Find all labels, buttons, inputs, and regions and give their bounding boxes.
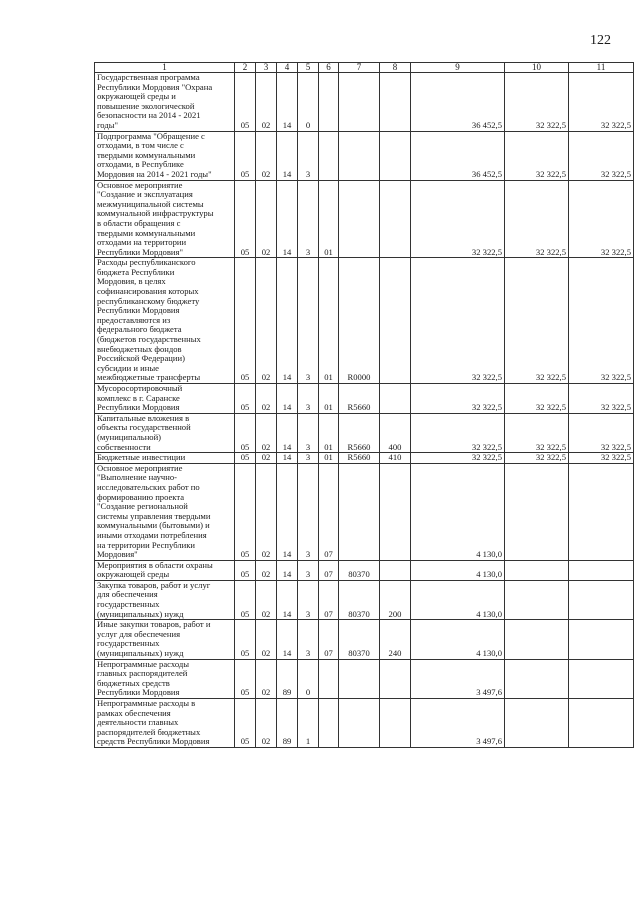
subsection-code-cell: 02	[256, 463, 277, 560]
section-code-cell: 05	[235, 413, 256, 452]
subprogram-code-cell: 3	[298, 463, 319, 560]
item-name-cell: Бюджетные инвестиции	[95, 453, 235, 464]
section-code-cell: 05	[235, 620, 256, 659]
amount-col-10-cell	[505, 580, 569, 619]
item-name-cell: Мероприятия в области охраны окружающей среды	[95, 560, 235, 580]
amount-col-10-cell: 32 322,5	[505, 384, 569, 414]
event-code-cell	[319, 659, 339, 698]
amount-col-10-cell: 32 322,5	[505, 413, 569, 452]
amount-col-10-cell	[505, 463, 569, 560]
subsection-code-cell: 02	[256, 413, 277, 452]
amount-col-10-cell	[505, 699, 569, 748]
item-name-cell: Непрограммные расходы главных распорядителей бюджетных средств Республики Мордовия	[95, 659, 235, 698]
expense-type-code-cell	[380, 131, 411, 180]
subsection-code-cell: 02	[256, 180, 277, 258]
direction-code-cell: 80370	[339, 620, 380, 659]
event-code-cell: 01	[319, 453, 339, 464]
amount-col-10-cell	[505, 560, 569, 580]
item-name-cell: Закупка товаров, работ и услуг для обеспечения государственных (муниципальных) нужд	[95, 580, 235, 619]
event-code-cell: 07	[319, 580, 339, 619]
subsection-code-cell: 02	[256, 453, 277, 464]
header-cell: 3	[256, 63, 277, 73]
amount-col-11-cell: 32 322,5	[569, 131, 634, 180]
item-name-cell: Расходы республиканского бюджета Республики Мордовия, в целях софинансирования которых республиканскому бюджету Республики Мордовия предоставляются из федерального бюджета (бюджетов государственных внебюджетных фондов Российской Федерации) субсидии и иные межбюджетные трансферты	[95, 258, 235, 384]
section-code-cell: 05	[235, 453, 256, 464]
amount-col-10-cell: 32 322,5	[505, 73, 569, 132]
item-name-cell: Основное мероприятие "Выполнение научно- исследовательских работ по формированию проекта "Создание региональной системы управления твердыми коммунальными (бытовыми) и иными отходами потребления на территории Республики Мордовия"	[95, 463, 235, 560]
section-code-cell: 05	[235, 258, 256, 384]
amount-col-11-cell: 32 322,5	[569, 258, 634, 384]
expense-type-code-cell	[380, 73, 411, 132]
direction-code-cell: R5660	[339, 453, 380, 464]
subprogram-code-cell: 0	[298, 73, 319, 132]
subsection-code-cell: 02	[256, 580, 277, 619]
item-name-cell: Непрограммные расходы в рамках обеспечения деятельности главных распорядителей бюджетных средств Республики Мордовия	[95, 699, 235, 748]
header-cell: 6	[319, 63, 339, 73]
table-row	[95, 73, 634, 132]
amount-col-10-cell: 32 322,5	[505, 258, 569, 384]
section-code-cell: 05	[235, 580, 256, 619]
program-code-cell: 14	[277, 413, 298, 452]
budget-table	[94, 62, 634, 748]
header-cell: 5	[298, 63, 319, 73]
subprogram-code-cell: 3	[298, 413, 319, 452]
direction-code-cell	[339, 463, 380, 560]
subprogram-code-cell: 3	[298, 580, 319, 619]
amount-col-11-cell	[569, 463, 634, 560]
subsection-code-cell: 02	[256, 384, 277, 414]
event-code-cell: 01	[319, 180, 339, 258]
program-code-cell: 14	[277, 180, 298, 258]
amount-col-11-cell: 32 322,5	[569, 73, 634, 132]
amount-col-9-cell: 4 130,0	[411, 620, 505, 659]
header-cell: 10	[505, 63, 569, 73]
subprogram-code-cell: 3	[298, 453, 319, 464]
header-cell: 9	[411, 63, 505, 73]
subsection-code-cell: 02	[256, 560, 277, 580]
subsection-code-cell: 02	[256, 258, 277, 384]
amount-col-10-cell	[505, 659, 569, 698]
subprogram-code-cell: 1	[298, 699, 319, 748]
table-row	[95, 258, 634, 384]
program-code-cell: 14	[277, 580, 298, 619]
section-code-cell: 05	[235, 384, 256, 414]
direction-code-cell	[339, 131, 380, 180]
expense-type-code-cell	[380, 659, 411, 698]
event-code-cell: 01	[319, 384, 339, 414]
header-row	[95, 63, 634, 73]
program-code-cell: 14	[277, 73, 298, 132]
section-code-cell: 05	[235, 180, 256, 258]
program-code-cell: 14	[277, 384, 298, 414]
event-code-cell: 07	[319, 463, 339, 560]
header-cell: 7	[339, 63, 380, 73]
direction-code-cell	[339, 659, 380, 698]
subprogram-code-cell: 3	[298, 131, 319, 180]
amount-col-11-cell: 32 322,5	[569, 180, 634, 258]
expense-type-code-cell	[380, 384, 411, 414]
table-row	[95, 384, 634, 414]
direction-code-cell	[339, 699, 380, 748]
direction-code-cell: R0000	[339, 258, 380, 384]
page-number: 122	[590, 33, 611, 48]
expense-type-code-cell: 410	[380, 453, 411, 464]
direction-code-cell	[339, 73, 380, 132]
table-row	[95, 131, 634, 180]
subprogram-code-cell: 3	[298, 620, 319, 659]
subsection-code-cell: 02	[256, 620, 277, 659]
item-name-cell: Мусоросортировочный комплекс в г. Саранске Республики Мордовия	[95, 384, 235, 414]
subprogram-code-cell: 3	[298, 180, 319, 258]
table-row	[95, 699, 634, 748]
table-row	[95, 180, 634, 258]
item-name-cell: Основное мероприятие "Создание и эксплуатация межмуниципальной системы коммунальной инфраструктуры в области обращения с твердыми коммунальными отходами на территории Республики Мордовия"	[95, 180, 235, 258]
program-code-cell: 89	[277, 659, 298, 698]
program-code-cell: 14	[277, 463, 298, 560]
section-code-cell: 05	[235, 560, 256, 580]
amount-col-9-cell: 36 452,5	[411, 73, 505, 132]
amount-col-9-cell: 4 130,0	[411, 560, 505, 580]
amount-col-9-cell: 32 322,5	[411, 453, 505, 464]
table-row	[95, 413, 634, 452]
header-cell: 2	[235, 63, 256, 73]
direction-code-cell: R5660	[339, 413, 380, 452]
event-code-cell	[319, 699, 339, 748]
amount-col-10-cell: 32 322,5	[505, 180, 569, 258]
amount-col-11-cell	[569, 620, 634, 659]
amount-col-11-cell	[569, 699, 634, 748]
item-name-cell: Подпрограмма "Обращение с отходами, в том числе с твердыми коммунальными отходами, в Республике Мордовия на 2014 - 2021 годы"	[95, 131, 235, 180]
expense-type-code-cell: 240	[380, 620, 411, 659]
subprogram-code-cell: 3	[298, 560, 319, 580]
event-code-cell: 07	[319, 620, 339, 659]
amount-col-9-cell: 3 497,6	[411, 699, 505, 748]
expense-type-code-cell	[380, 258, 411, 384]
expense-type-code-cell	[380, 699, 411, 748]
direction-code-cell	[339, 180, 380, 258]
event-code-cell: 01	[319, 258, 339, 384]
item-name-cell: Государственная программа Республики Мордовия "Охрана окружающей среды и повышение экологической безопасности на 2014 - 2021 годы"	[95, 73, 235, 132]
amount-col-10-cell: 32 322,5	[505, 453, 569, 464]
amount-col-9-cell: 32 322,5	[411, 413, 505, 452]
amount-col-9-cell: 4 130,0	[411, 580, 505, 619]
program-code-cell: 89	[277, 699, 298, 748]
subsection-code-cell: 02	[256, 659, 277, 698]
table-row	[95, 463, 634, 560]
event-code-cell	[319, 131, 339, 180]
amount-col-10-cell	[505, 620, 569, 659]
header-cell: 4	[277, 63, 298, 73]
subprogram-code-cell: 3	[298, 384, 319, 414]
table-row	[95, 560, 634, 580]
expense-type-code-cell: 400	[380, 413, 411, 452]
header-cell: 8	[380, 63, 411, 73]
direction-code-cell: R5660	[339, 384, 380, 414]
expense-type-code-cell	[380, 463, 411, 560]
expense-type-code-cell	[380, 560, 411, 580]
subsection-code-cell: 02	[256, 699, 277, 748]
amount-col-11-cell: 32 322,5	[569, 453, 634, 464]
amount-col-11-cell	[569, 560, 634, 580]
event-code-cell: 07	[319, 560, 339, 580]
section-code-cell: 05	[235, 131, 256, 180]
section-code-cell: 05	[235, 659, 256, 698]
amount-col-9-cell: 32 322,5	[411, 258, 505, 384]
table-row	[95, 580, 634, 619]
program-code-cell: 14	[277, 131, 298, 180]
direction-code-cell: 80370	[339, 580, 380, 619]
section-code-cell: 05	[235, 699, 256, 748]
subsection-code-cell: 02	[256, 73, 277, 132]
item-name-cell: Иные закупки товаров, работ и услуг для обеспечения государственных (муниципальных) нужд	[95, 620, 235, 659]
event-code-cell	[319, 73, 339, 132]
header-cell: 1	[95, 63, 235, 73]
subprogram-code-cell: 3	[298, 258, 319, 384]
direction-code-cell: 80370	[339, 560, 380, 580]
program-code-cell: 14	[277, 258, 298, 384]
program-code-cell: 14	[277, 620, 298, 659]
table-row	[95, 453, 634, 464]
amount-col-9-cell: 36 452,5	[411, 131, 505, 180]
amount-col-10-cell: 32 322,5	[505, 131, 569, 180]
section-code-cell: 05	[235, 73, 256, 132]
event-code-cell: 01	[319, 413, 339, 452]
header-cell: 11	[569, 63, 634, 73]
amount-col-9-cell: 4 130,0	[411, 463, 505, 560]
program-code-cell: 14	[277, 560, 298, 580]
section-code-cell: 05	[235, 463, 256, 560]
amount-col-9-cell: 32 322,5	[411, 180, 505, 258]
table-row	[95, 620, 634, 659]
expense-type-code-cell	[380, 180, 411, 258]
amount-col-9-cell: 3 497,6	[411, 659, 505, 698]
program-code-cell: 14	[277, 453, 298, 464]
expense-type-code-cell: 200	[380, 580, 411, 619]
amount-col-11-cell: 32 322,5	[569, 384, 634, 414]
item-name-cell: Капитальные вложения в объекты государственной (муниципальной) собственности	[95, 413, 235, 452]
subprogram-code-cell: 0	[298, 659, 319, 698]
amount-col-11-cell: 32 322,5	[569, 413, 634, 452]
amount-col-9-cell: 32 322,5	[411, 384, 505, 414]
amount-col-11-cell	[569, 659, 634, 698]
amount-col-11-cell	[569, 580, 634, 619]
subsection-code-cell: 02	[256, 131, 277, 180]
table-row	[95, 659, 634, 698]
